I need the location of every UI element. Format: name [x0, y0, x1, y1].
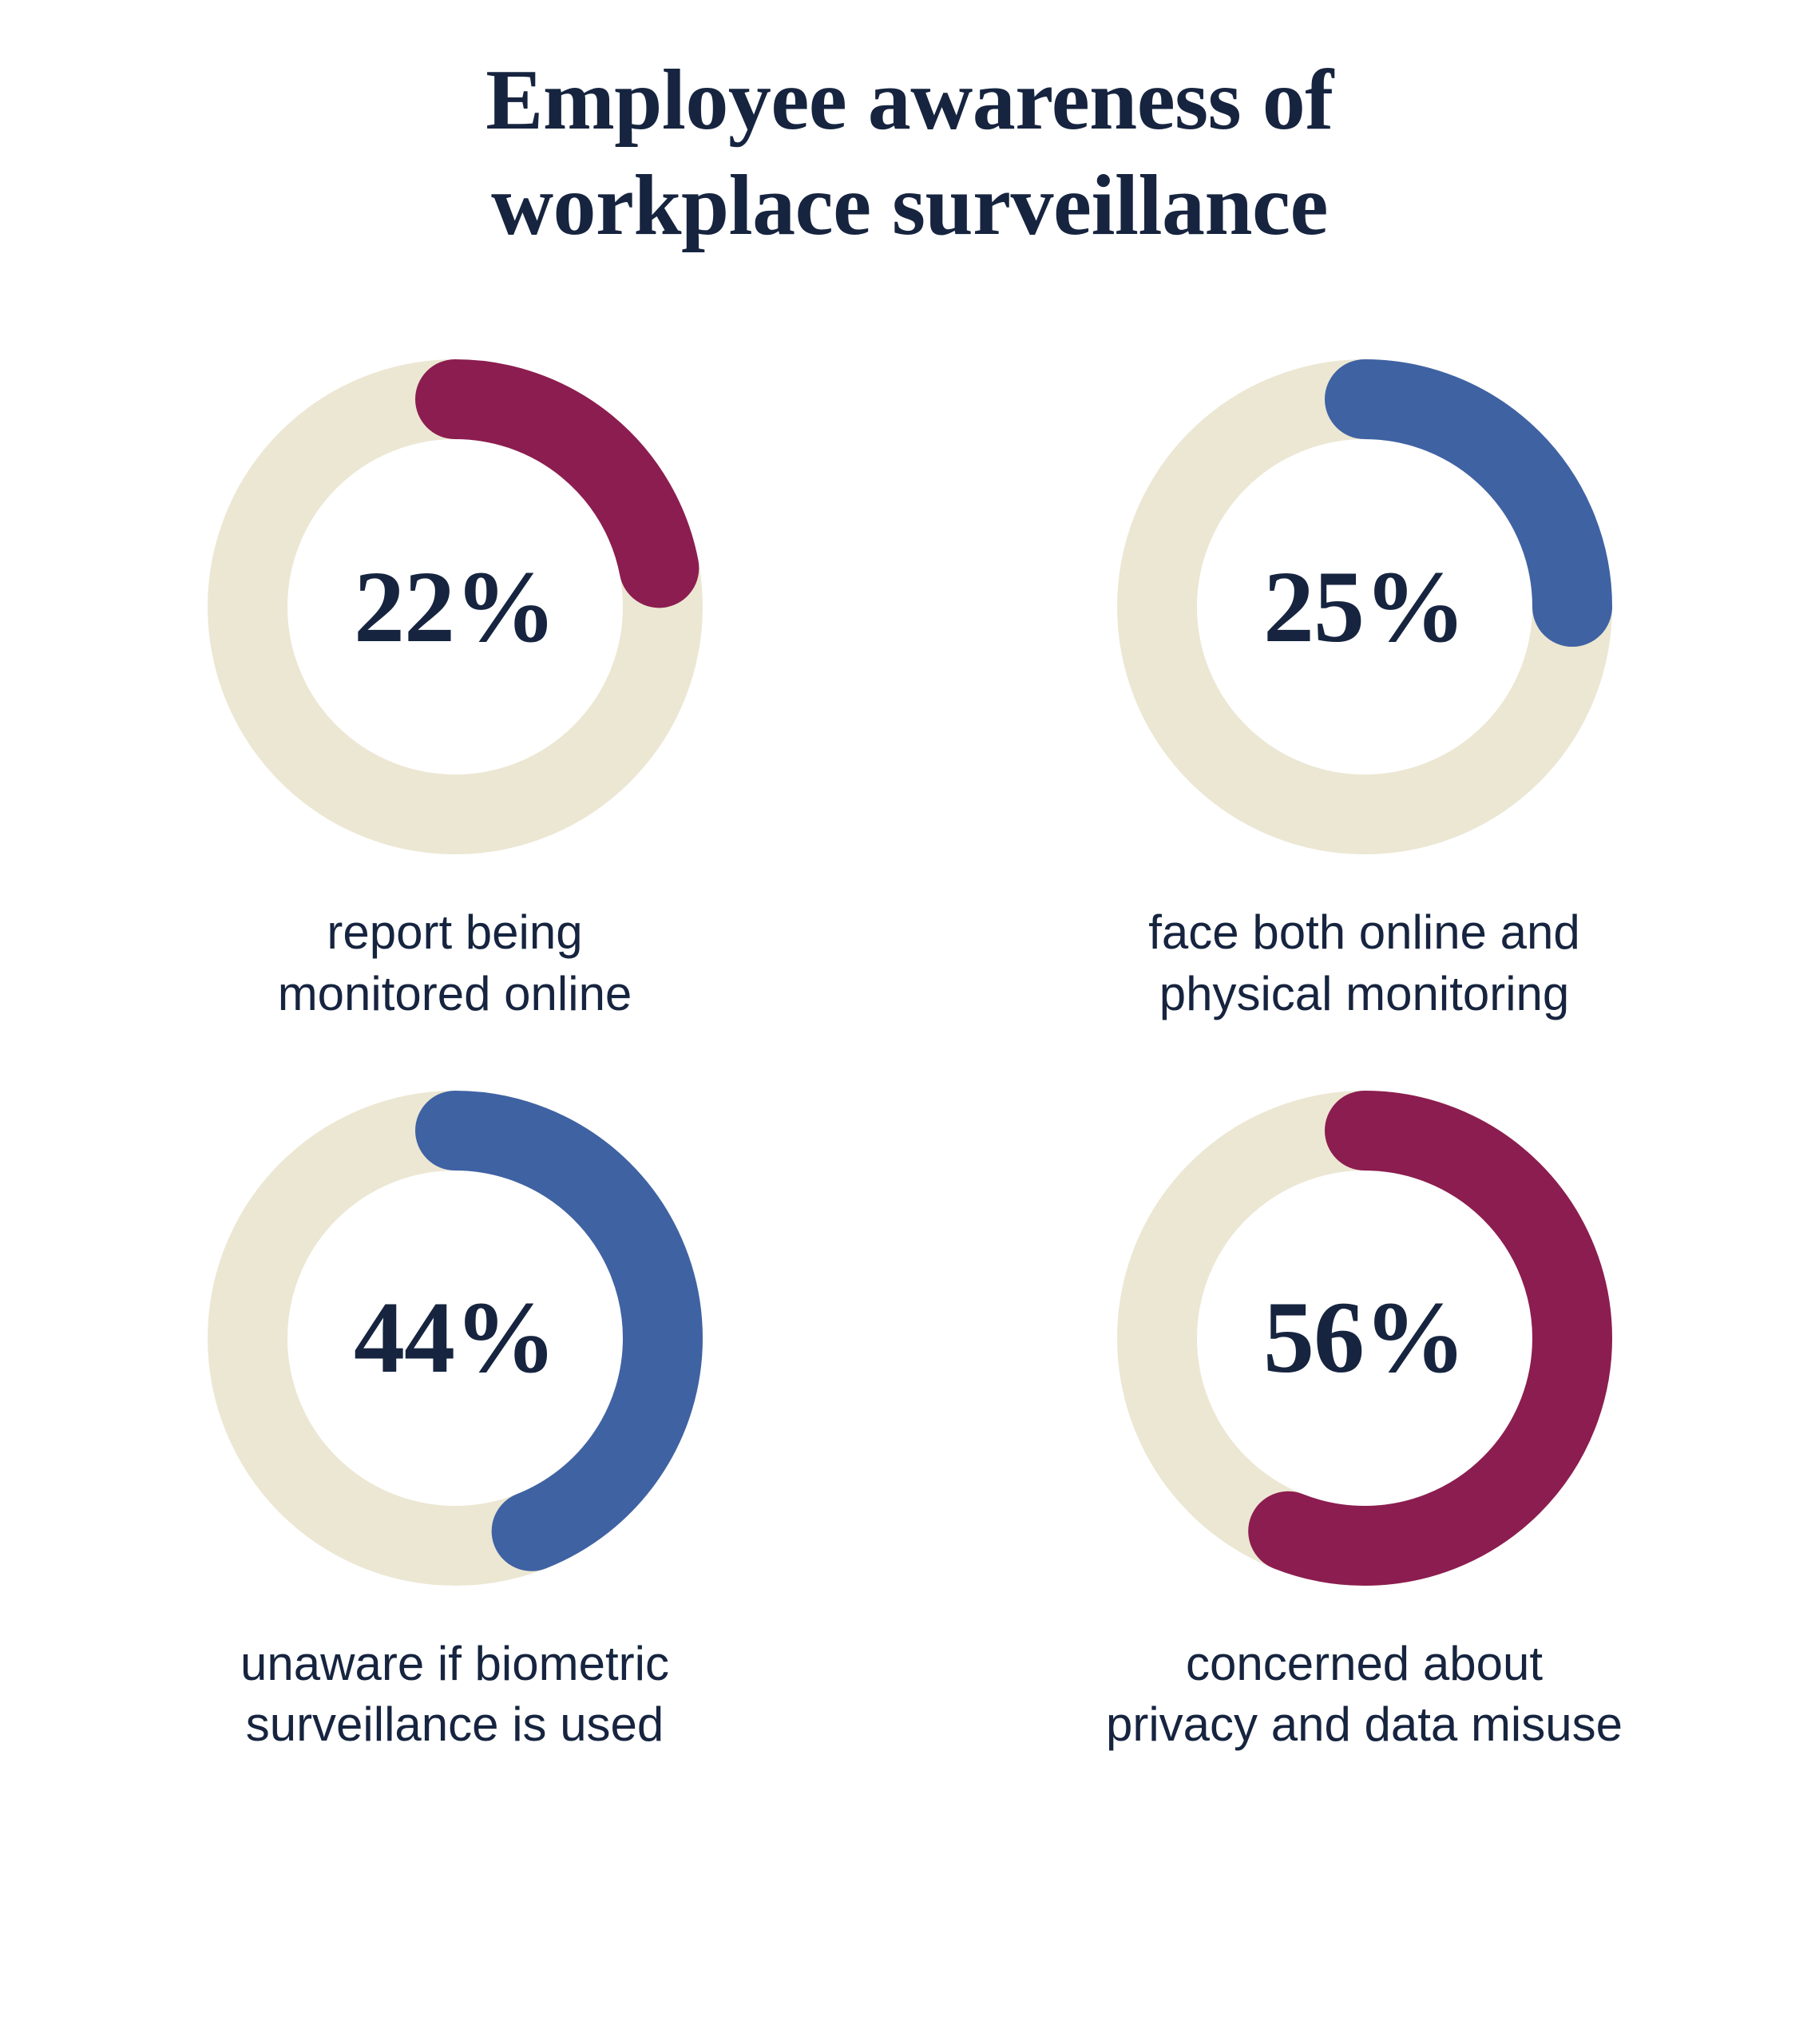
donut-card-2 [0, 1075, 910, 1757]
donut-caption-0-line-1: report being [327, 905, 583, 959]
donut-chart-0 [192, 343, 719, 870]
donut-caption-0 [278, 902, 632, 1025]
donut-caption-1 [1148, 902, 1579, 1025]
donut-caption-1-line-2: physical monitoring [1159, 966, 1570, 1020]
donut-caption-2-line-2: surveillance is used [245, 1697, 664, 1752]
donut-card-0 [0, 343, 910, 1025]
donut-caption-3-line-1: concerned about [1185, 1636, 1543, 1690]
donut-chart-2 [192, 1075, 719, 1602]
donut-caption-1-line-1: face both online and [1148, 905, 1580, 959]
donut-caption-3 [1106, 1634, 1623, 1757]
donut-grid [0, 343, 1819, 1756]
donut-caption-0-line-2: monitored online [277, 966, 632, 1020]
donut-value-2: 44% [354, 1281, 556, 1395]
donut-value-3: 56% [1263, 1281, 1465, 1395]
donut-chart-1 [1101, 343, 1628, 870]
donut-card-3 [910, 1075, 1819, 1757]
donut-value-1: 25% [1263, 549, 1465, 664]
donut-card-1 [910, 343, 1819, 1025]
donut-value-0: 22% [354, 549, 556, 664]
donut-caption-2-line-1: unaware if biometric [240, 1636, 669, 1690]
donut-chart-3 [1101, 1075, 1628, 1602]
page-title-line-1: Employee awareness of [485, 53, 1334, 148]
donut-caption-3-line-2: privacy and data misuse [1106, 1697, 1623, 1752]
donut-caption-2 [240, 1634, 669, 1757]
page-title-line-2: workplace surveillance [491, 157, 1328, 253]
page-title [0, 0, 1819, 259]
